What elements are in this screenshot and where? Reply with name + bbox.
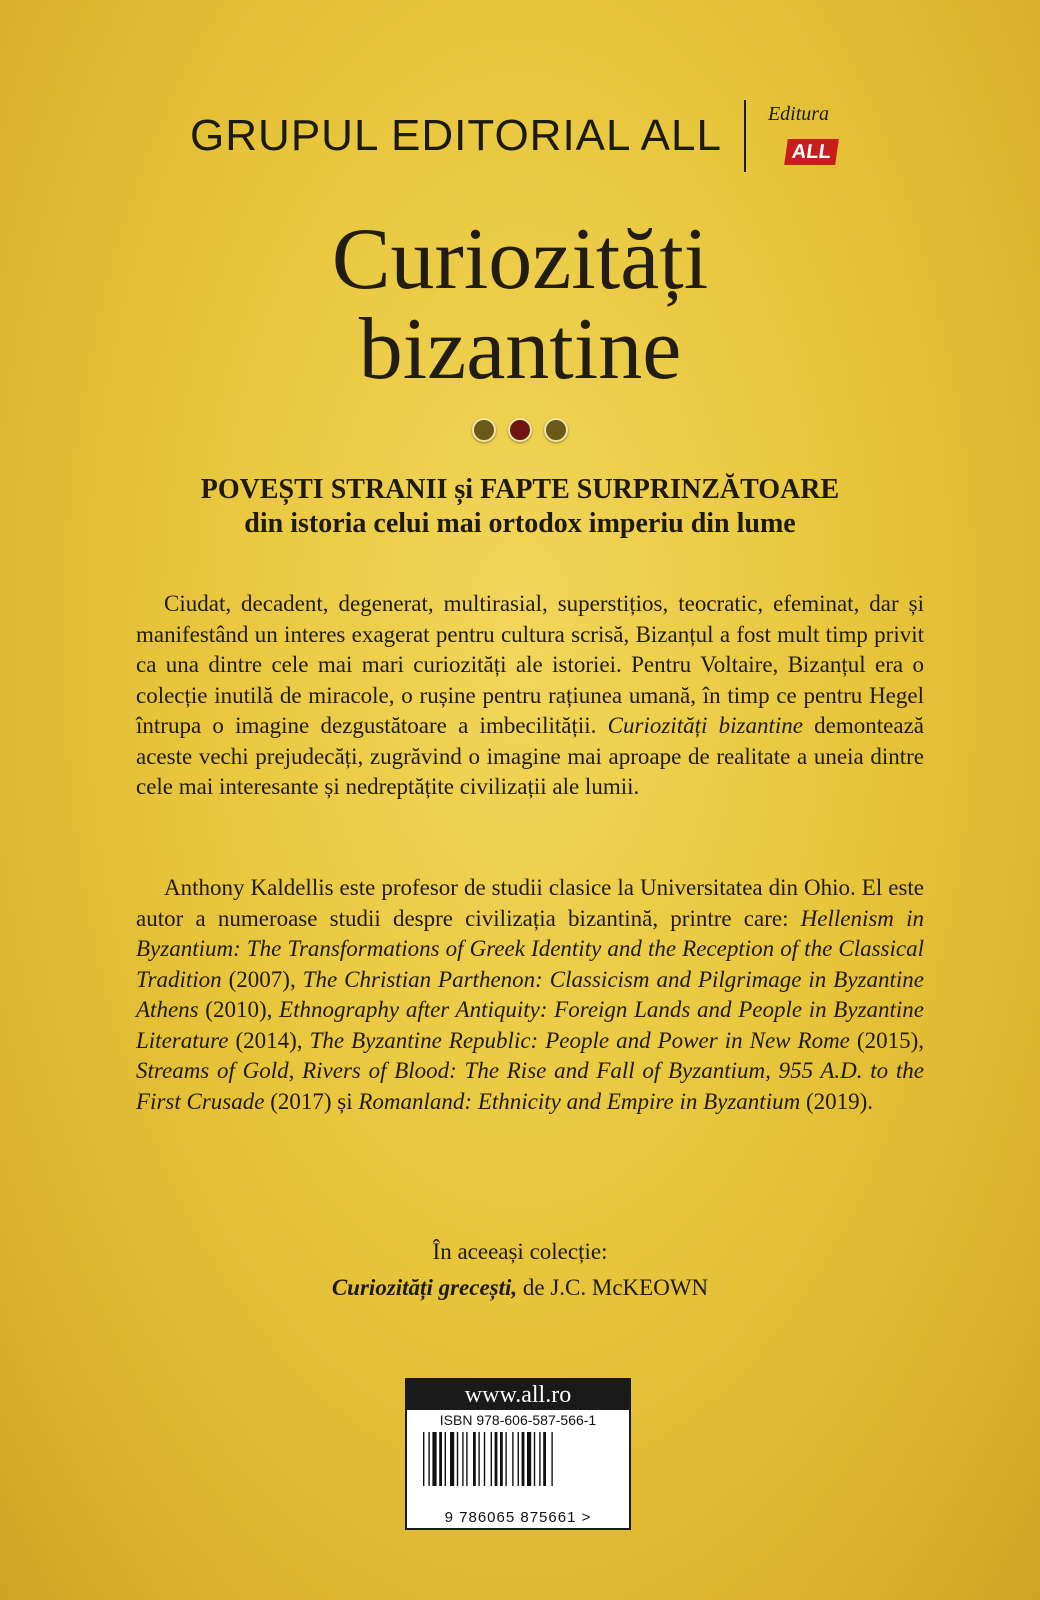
- barcode-number: 9 786065 875661 >: [444, 1509, 592, 1526]
- collection-book-author: de J.C. McKEOWN: [517, 1275, 709, 1300]
- description-text: Ciudat, decadent, degenerat, multirasial, superstițios, teocratic, efeminat, dar și manifestând un interes exagerat pentru cultura scrisă, Bizanțul a fost mult timp privit ca una dintre cele mai mari curiozități ale istoriei. Pentru Voltaire, Bizanțul era o colecție inutilă de miracole, o rușine pentru rațiunea umană, în timp ce pentru Hegel întrupa o imagine dezgustătoare a imbecilității.: [136, 591, 924, 738]
- collection-book-title: Curiozități grecești,: [331, 1275, 518, 1300]
- barcode-bar: [505, 1432, 506, 1486]
- description-paragraph: [136, 589, 924, 803]
- barcode-bar: [478, 1432, 479, 1486]
- bio-book-2: The Christian Parthenon: Classicism and Pilgrimage in Byzantine Athens: [136, 966, 924, 1022]
- barcode-bar: [522, 1432, 525, 1486]
- ornament-dot-right: [544, 418, 568, 442]
- author-bio-paragraph: [136, 873, 924, 1117]
- collection-label: În aceeași colecție:: [432, 1239, 608, 1264]
- bio-text: Anthony Kaldellis este profesor de studii clasice la Universitatea din Ohio. El este autor a numeroase studii despre civilizația bizantină, printre care:: [136, 875, 924, 931]
- publisher-header: [0, 96, 1040, 176]
- subtitle-line-1: POVEȘTI STRANII și FAPTE SURPRINZĂTOARE: [200, 474, 840, 505]
- bio-year-5: (2017) și: [264, 1088, 359, 1114]
- logo-script-text: Editura: [767, 103, 830, 125]
- bio-year-3: (2014),: [228, 1027, 310, 1053]
- bio-book-6: Romanland: Ethnicity and Empire in Byzantium: [358, 1088, 801, 1114]
- barcode-box: [405, 1378, 631, 1530]
- same-collection-block: [0, 1234, 1040, 1306]
- book-title: [0, 211, 1040, 398]
- barcode-bar: [543, 1432, 546, 1486]
- barcode-bar: [491, 1432, 492, 1486]
- ornament-dots: [0, 418, 1040, 442]
- bio-book-3: Ethnography after Antiquity: Foreign Lands and People in Byzantine Literature: [136, 997, 925, 1053]
- bio-book-5: Streams of Gold, Rivers of Blood: The Rise and Fall of Byzantium, 955 A.D. to the First Crusade: [136, 1058, 924, 1114]
- logo-brand-text: ALL: [784, 139, 839, 165]
- barcode-bar: [473, 1432, 476, 1486]
- bio-book-1: Hellenism in Byzantium: The Transformations of Greek Identity and the Reception of the Classical Tradition: [136, 905, 924, 992]
- barcode-bar: [527, 1432, 531, 1486]
- bio-year-2: (2010),: [198, 997, 280, 1022]
- bio-book-4: The Byzantine Republic: People and Power in New Rome: [309, 1027, 850, 1053]
- publisher-name: GRUPUL EDITORIAL ALL: [190, 111, 722, 160]
- website-url: www.all.ro: [407, 1380, 629, 1410]
- description-text-end: demontează aceste vechi prejudecăți, zugrăvind o imagine mai aproape de realitate a uneia dintre cele mai interesante și nedreptățite civilizații ale lumii.: [136, 713, 924, 799]
- barcode-bar: [551, 1432, 552, 1486]
- barcode-bar: [512, 1432, 513, 1486]
- barcode-bar: [457, 1432, 458, 1486]
- isbn-text: ISBN 978-606-587-566-1: [439, 1412, 597, 1428]
- barcode-bar: [445, 1432, 446, 1486]
- editura-all-logo: [760, 103, 850, 169]
- barcode-bar: [466, 1432, 467, 1486]
- barcode-bar: [423, 1432, 424, 1486]
- title-line-2: bizantine: [358, 301, 682, 398]
- barcode-bar: [428, 1432, 429, 1486]
- barcode-bar: [484, 1432, 485, 1486]
- bio-year-1: (2007),: [221, 966, 303, 992]
- subtitle-line-2: din istoria celui mai ortodox imperiu din lume: [244, 508, 796, 539]
- collection-item: [0, 1270, 1040, 1306]
- barcode-bar: [534, 1432, 535, 1486]
- bio-year-6: (2019).: [800, 1088, 874, 1114]
- ornament-dot-center: [508, 418, 532, 442]
- barcode-bar: [500, 1432, 503, 1486]
- barcode-bar: [495, 1432, 498, 1486]
- barcode-bar: [439, 1432, 442, 1486]
- barcode-bar: [450, 1432, 454, 1486]
- bio-year-4: (2015),: [849, 1027, 924, 1053]
- barcode-bars: [421, 1432, 615, 1502]
- barcode-bar: [539, 1432, 540, 1486]
- barcode-bar: [518, 1432, 519, 1486]
- ornament-dot-left: [472, 418, 496, 442]
- book-subtitle: [0, 473, 1040, 541]
- header-divider: [744, 100, 746, 172]
- description-title-ref: Curiozități bizantine: [607, 713, 803, 738]
- barcode-bar: [462, 1432, 463, 1486]
- barcode-bar: [432, 1432, 436, 1486]
- title-line-1: Curiozități: [331, 211, 709, 308]
